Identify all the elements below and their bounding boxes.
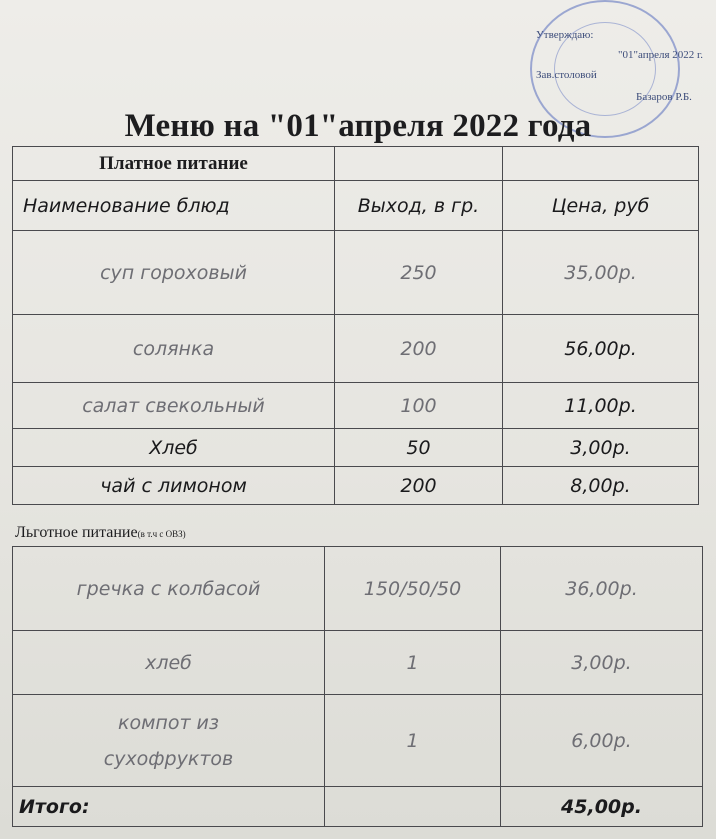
benefit-section-heading	[15, 524, 186, 542]
dish-price: 11,00р.	[503, 383, 699, 429]
dish-weight: 1	[325, 631, 501, 695]
dish-name-line: сухофруктов	[103, 747, 234, 770]
dish-price: 3,00р.	[501, 631, 703, 695]
paid-section-row	[13, 147, 699, 181]
dish-name: гречка с колбасой	[13, 547, 325, 631]
table-row	[13, 547, 703, 631]
table-row	[13, 467, 699, 505]
table-row	[13, 631, 703, 695]
dish-name-line: компот из	[117, 711, 220, 734]
dish-price: 3,00р.	[503, 429, 699, 467]
dish-price: 8,00р.	[503, 467, 699, 505]
dish-name: хлеб	[13, 631, 325, 695]
header-price: Цена, руб	[503, 181, 699, 231]
approval-line-date: "01"апреля 2022 г.	[618, 49, 704, 61]
benefit-section-note: (в т.ч с ОВЗ)	[137, 529, 186, 539]
dish-weight: 100	[335, 383, 503, 429]
dish-weight: 150/50/50	[325, 547, 501, 631]
dish-weight: 1	[325, 695, 501, 787]
dish-price: 35,00р.	[503, 231, 699, 315]
paid-section-label: Платное питание	[13, 147, 335, 181]
dish-name: чай с лимоном	[13, 467, 335, 505]
header-weight: Выход, в гр.	[335, 181, 503, 231]
dish-name: Хлеб	[13, 429, 335, 467]
total-value: 45,00р.	[501, 787, 703, 827]
total-row	[13, 787, 703, 827]
page-title: Меню на "01"апреля 2022 года	[124, 108, 592, 144]
dish-name: салат свекольный	[13, 383, 335, 429]
dish-weight: 200	[335, 315, 503, 383]
approval-line-position: Зав.столовой	[536, 69, 597, 81]
table-row	[13, 695, 703, 787]
dish-name: суп гороховый	[13, 231, 335, 315]
paid-header-row	[13, 181, 699, 231]
approval-line-approve: Утверждаю:	[536, 29, 594, 41]
dish-name-multiline	[13, 695, 325, 787]
approval-block	[536, 28, 711, 108]
dish-price: 6,00р.	[501, 695, 703, 787]
benefit-section-label: Льготное питание	[15, 524, 138, 541]
total-label: Итого:	[13, 787, 325, 827]
header-dish-name: Наименование блюд	[13, 181, 335, 231]
approval-line-signatory: Базаров Р.Б.	[636, 91, 692, 103]
dish-weight: 200	[335, 467, 503, 505]
table-row	[13, 231, 699, 315]
table-row	[13, 315, 699, 383]
dish-weight: 250	[335, 231, 503, 315]
dish-price: 56,00р.	[503, 315, 699, 383]
table-row	[13, 383, 699, 429]
table-row	[13, 429, 699, 467]
benefit-menu-table	[12, 546, 703, 827]
dish-price: 36,00р.	[501, 547, 703, 631]
dish-weight: 50	[335, 429, 503, 467]
paid-menu-table	[12, 146, 699, 505]
dish-name: солянка	[13, 315, 335, 383]
